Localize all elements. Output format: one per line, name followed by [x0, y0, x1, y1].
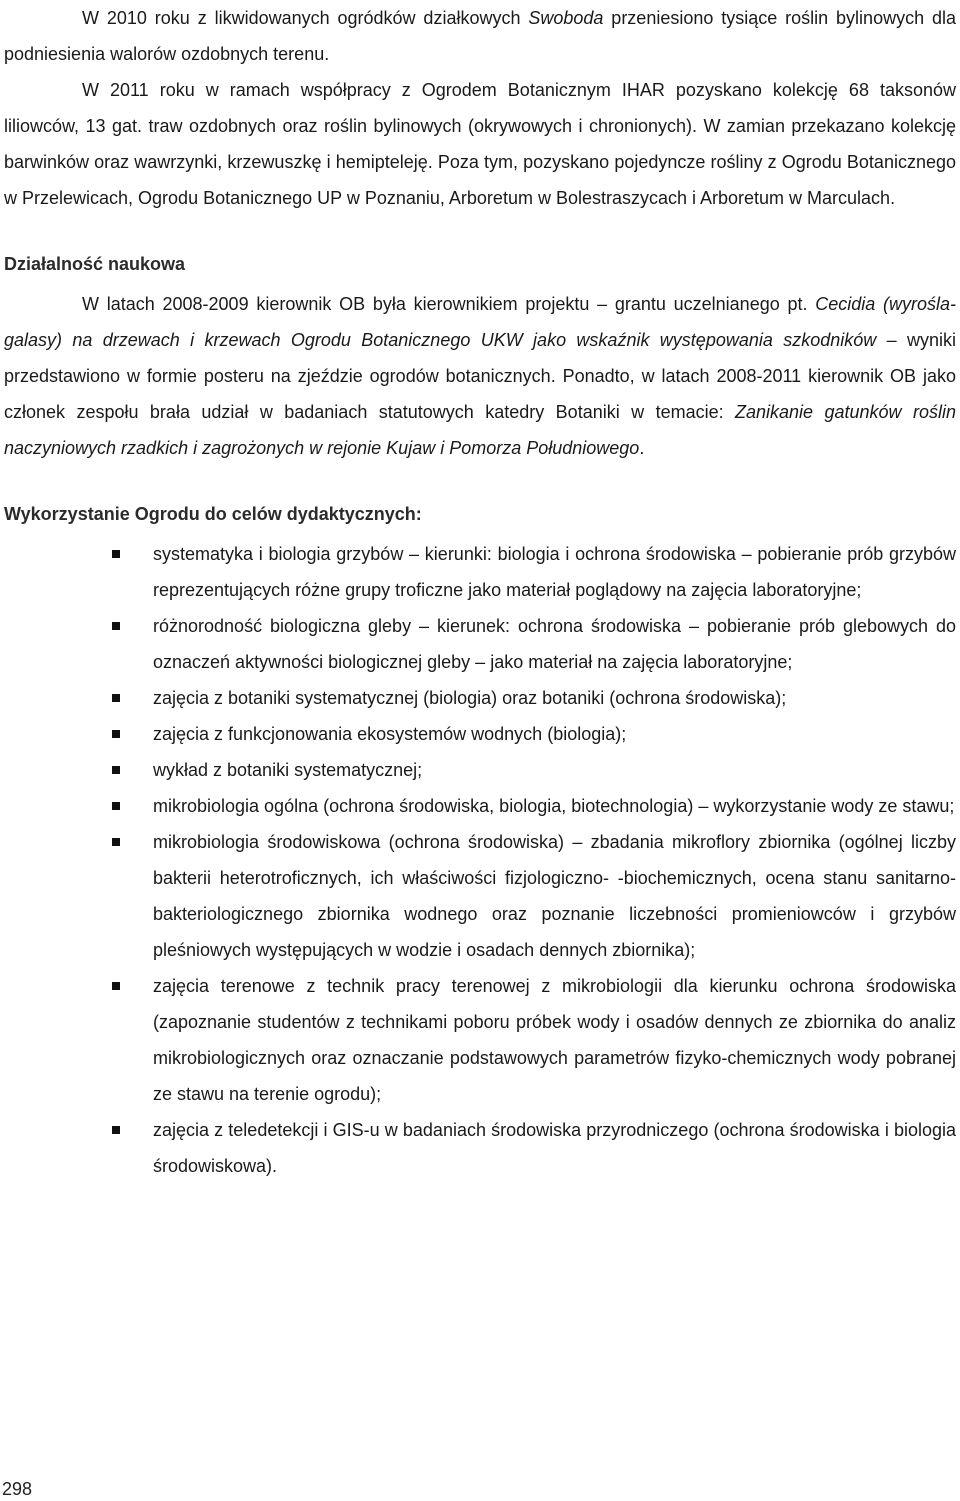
- list-item-text: zajęcia z botaniki systematycznej (biologia) oraz botaniki (ochrona środowiska);: [153, 688, 787, 708]
- paragraph-ihar: W 2011 roku w ramach współpracy z Ogrodem Botanicznym IHAR pozyskano kolekcję 68 taksonów liliowców, 13 gat. traw ozdobnych oraz roślin bylinowych (okrywowych i chronionych). W zamian przekazano kolekcję barwinków oraz wawrzynki, krzewuszkę i hemipteleję. Poza tym, pozyskano pojedyncze rośliny z Ogrodu Botanicznego w Przelewicach, Ogrodu Botanicznego UP w Poznaniu, Arboretum w Bolestraszycach i Arboretum w Marculach.: [4, 80, 956, 208]
- square-bullet-icon: [112, 802, 120, 810]
- list-item-text: wykład z botaniki systematycznej;: [153, 760, 423, 780]
- list-item: [4, 752, 956, 788]
- text-run: W latach 2008-2009 kierownik OB była kierownikiem projektu – grantu uczelnianego pt.: [82, 294, 816, 314]
- list-item: [4, 608, 956, 680]
- square-bullet-icon: [112, 766, 120, 774]
- heading-dydaktyka: Wykorzystanie Ogrodu do celów dydaktycznych:: [4, 504, 422, 524]
- list-item-text: systematyka i biologia grzybów – kierunki: biologia i ochrona środowiska – pobieranie prób grzybów reprezentujących różne grupy troficzne jako materiał poglądowy na zajęcia laboratoryjne;: [153, 544, 956, 600]
- list-item: [4, 968, 956, 1112]
- square-bullet-icon: [112, 1126, 120, 1134]
- paragraph-naukowa: [4, 286, 956, 466]
- square-bullet-icon: [112, 550, 120, 558]
- heading-dzialalnosc-naukowa: Działalność naukowa: [4, 254, 186, 274]
- list-item-text: zajęcia z teledetekcji i GIS-u w badaniach środowiska przyrodniczego (ochrona środowiska i biologia środowiskowa).: [153, 1120, 956, 1176]
- page-number: 298: [2, 1479, 33, 1499]
- text-body: [4, 0, 956, 1184]
- square-bullet-icon: [112, 838, 120, 846]
- italic-run: Zanikanie gatunków roślin naczyniowych rzadkich i zagrożonych w rejonie Kujaw i Pomorza Południowego: [4, 402, 956, 458]
- list-item-text: mikrobiologia środowiskowa (ochrona środowiska) – zbadania mikroflory zbiornika (ogólnej liczby bakterii heterotroficznych, ich właściwości fizjologiczno- -biochemicznych, ocena stanu sanitarno-bakteriologicznego zbiornika wodnego oraz poznanie liczebności promieniowców i grzybów pleśniowych występujących w wodzie i osadach dennych zbiornika);: [153, 832, 956, 960]
- spacer: [4, 466, 956, 496]
- text-run: przeniesiono tysiące roślin bylinowych dla podniesienia walorów ozdobnych terenu.: [4, 8, 956, 64]
- text-run: .: [639, 438, 645, 458]
- list-item: [4, 536, 956, 608]
- text-run: – wyniki przedstawiono w formie posteru na zjeździe ogrodów botanicznych. Ponadto, w latach 2008-2011 kierownik OB jako członek zespołu brała udział w badaniach statutowych katedry Botaniki w temacie:: [4, 330, 956, 422]
- square-bullet-icon: [112, 622, 120, 630]
- spacer: [4, 216, 956, 246]
- list-item: [4, 824, 956, 968]
- list-item-text: mikrobiologia ogólna (ochrona środowiska, biologia, biotechnologia) – wykorzystanie wody ze stawu;: [153, 796, 955, 816]
- square-bullet-icon: [112, 694, 120, 702]
- square-bullet-icon: [112, 982, 120, 990]
- text-run: W 2010 roku z likwidowanych ogródków działkowych: [82, 8, 529, 28]
- italic-run: Swoboda: [528, 8, 604, 28]
- teaching-list: [4, 536, 956, 1184]
- list-item-text: zajęcia z funkcjonowania ekosystemów wodnych (biologia);: [153, 724, 627, 744]
- list-item-text: zajęcia terenowe z technik pracy terenowej z mikrobiologii dla kierunku ochrona środowiska (zapoznanie studentów z technikami poboru próbek wody i osadów dennych ze zbiornika do analiz mikrobiologicznych oraz oznaczanie podstawowych parametrów fizyko-chemicznych wody pobranej ze stawu na terenie ogrodu);: [153, 976, 956, 1104]
- paragraph-swoboda: [4, 0, 956, 72]
- square-bullet-icon: [112, 730, 120, 738]
- list-item-text: różnorodność biologiczna gleby – kierunek: ochrona środowiska – pobieranie prób glebowych do oznaczeń aktywności biologicznej gleby – jako materiał na zajęcia laboratoryjne;: [153, 616, 956, 672]
- list-item: [4, 1112, 956, 1184]
- list-item: [4, 716, 956, 752]
- italic-run: Cecidia (wyrośla-galasy) na drzewach i krzewach Ogrodu Botanicznego UKW jako wskaźnik występowania szkodników: [4, 294, 956, 350]
- list-item: [4, 788, 956, 824]
- list-item: [4, 680, 956, 716]
